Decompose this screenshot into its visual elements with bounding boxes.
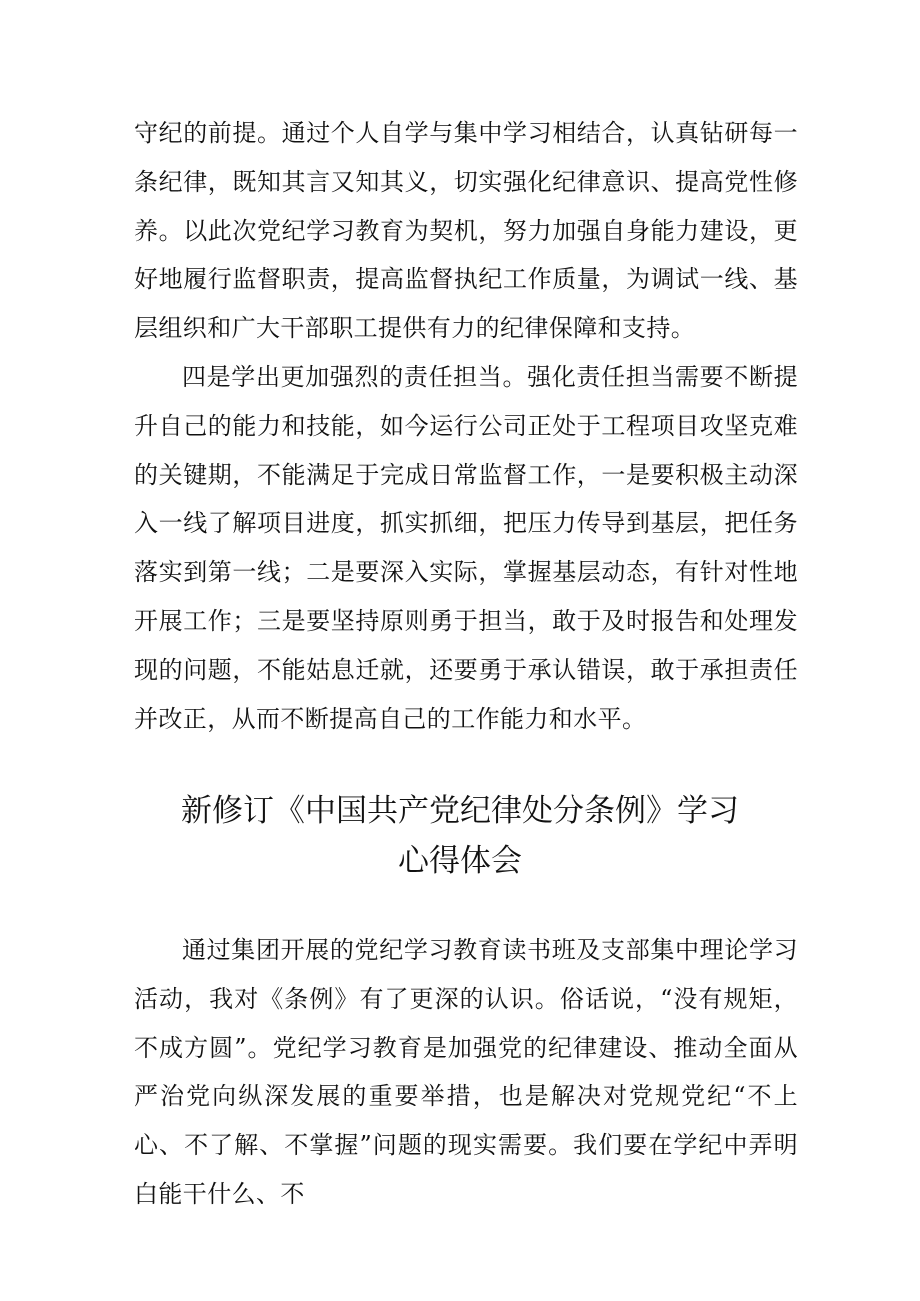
paragraph-continued: 守纪的前提。通过个人自学与集中学习相结合，认真钻研每一条纪律，既知其言又知其义，切实强化纪律意识、提高党性修养。以此次党纪学习教育为契机，努力加强自身能力建设，更好地履行监督职责，提高监督执纪工作质量，为调试一线、基层组织和广大干部职工提供有力的纪律保障和支持。 bbox=[134, 119, 798, 343]
article-title-line-2: 心得体会 bbox=[398, 843, 522, 879]
article-title-line-1: 新修订《中国共产党纪律处分条例》学习 bbox=[181, 793, 739, 829]
paragraph-responsibility: 四是学出更加强烈的责任担当。强化责任担当需要不断提升自己的能力和技能，如今运行公司正处于工程项目攻坚克难的关键期，不能满足于完成日常监督工作，一是要积极主动深入一线了解项目进度，抓实抓细，把压力传导到基层，把任务落实到第一线；二是要深入实际，掌握基层动态，有针对性地开展工作；三是要坚持原则勇于担当，敢于及时报告和处理发现的问题，不能姑息迁就，还要勇于承认错误，敢于承担责任并改正，从而不断提高自己的工作能力和水平。 bbox=[134, 363, 798, 733]
paragraph-intro: 通过集团开展的党纪学习教育读书班及支部集中理论学习活动，我对《条例》有了更深的认识。俗话说，“没有规矩，不成方圆”。党纪学习教育是加强党的纪律建设、推动全面从严治党向纵深发展的重要举措，也是解决对党规党纪“不上心、不了解、不掌握”问题的现实需要。我们要在学纪中弄明白能干什么、不 bbox=[134, 936, 798, 1208]
